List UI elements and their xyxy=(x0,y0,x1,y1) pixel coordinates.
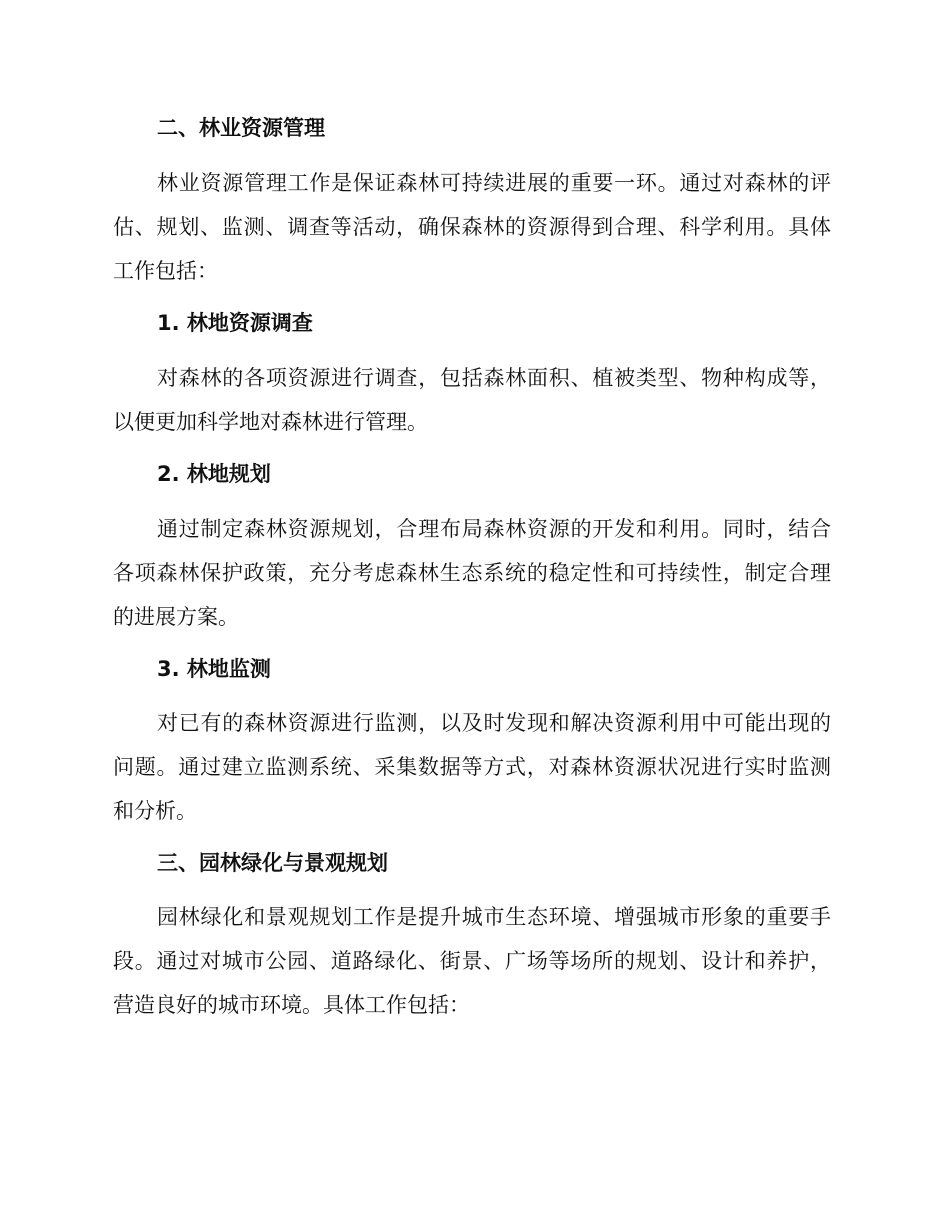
subheading-monitoring: 3. 林地监测 xyxy=(157,657,271,681)
paragraph-line: 段。通过对城市公园、道路绿化、街景、广场等场所的规划、设计和养护， xyxy=(113,949,831,973)
paragraph-line: 以便更加科学地对森林进行管理。 xyxy=(113,410,428,434)
paragraph-line: 的进展方案。 xyxy=(113,605,239,629)
paragraph-line: 园林绿化和景观规划工作是提升城市生态环境、增强城市形象的重要手 xyxy=(157,905,831,929)
paragraph-line: 各项森林保护政策，充分考虑森林生态系统的稳定性和可持续性，制定合理 xyxy=(113,561,831,585)
subheading-planning: 2. 林地规划 xyxy=(157,462,271,486)
subheading-survey: 1. 林地资源调查 xyxy=(157,311,313,335)
section-heading-landscape: 三、园林绿化与景观规划 xyxy=(157,851,388,875)
paragraph-monitoring xyxy=(113,701,831,833)
section-heading-forestry: 二、林业资源管理 xyxy=(157,116,325,140)
paragraph-line: 工作包括： xyxy=(113,259,218,283)
paragraph-line: 通过制定森林资源规划，合理布局森林资源的开发和利用。同时，结合 xyxy=(157,517,831,541)
paragraph-survey xyxy=(113,356,831,444)
paragraph-landscape-intro xyxy=(113,895,831,1027)
paragraph-line: 问题。通过建立监测系统、采集数据等方式，对森林资源状况进行实时监测 xyxy=(113,755,831,779)
paragraph-planning xyxy=(113,507,831,639)
paragraph-line: 林业资源管理工作是保证森林可持续进展的重要一环。通过对森林的评 xyxy=(157,171,831,195)
paragraph-forestry-intro xyxy=(113,161,831,293)
paragraph-line: 对已有的森林资源进行监测，以及时发现和解决资源利用中可能出现的 xyxy=(157,711,831,735)
paragraph-line: 估、规划、监测、调查等活动，确保森林的资源得到合理、科学利用。具体 xyxy=(113,215,831,239)
paragraph-line: 营造良好的城市环境。具体工作包括： xyxy=(113,993,470,1017)
paragraph-line: 对森林的各项资源进行调查，包括森林面积、植被类型、物种构成等， xyxy=(157,366,831,390)
paragraph-line: 和分析。 xyxy=(113,799,197,823)
